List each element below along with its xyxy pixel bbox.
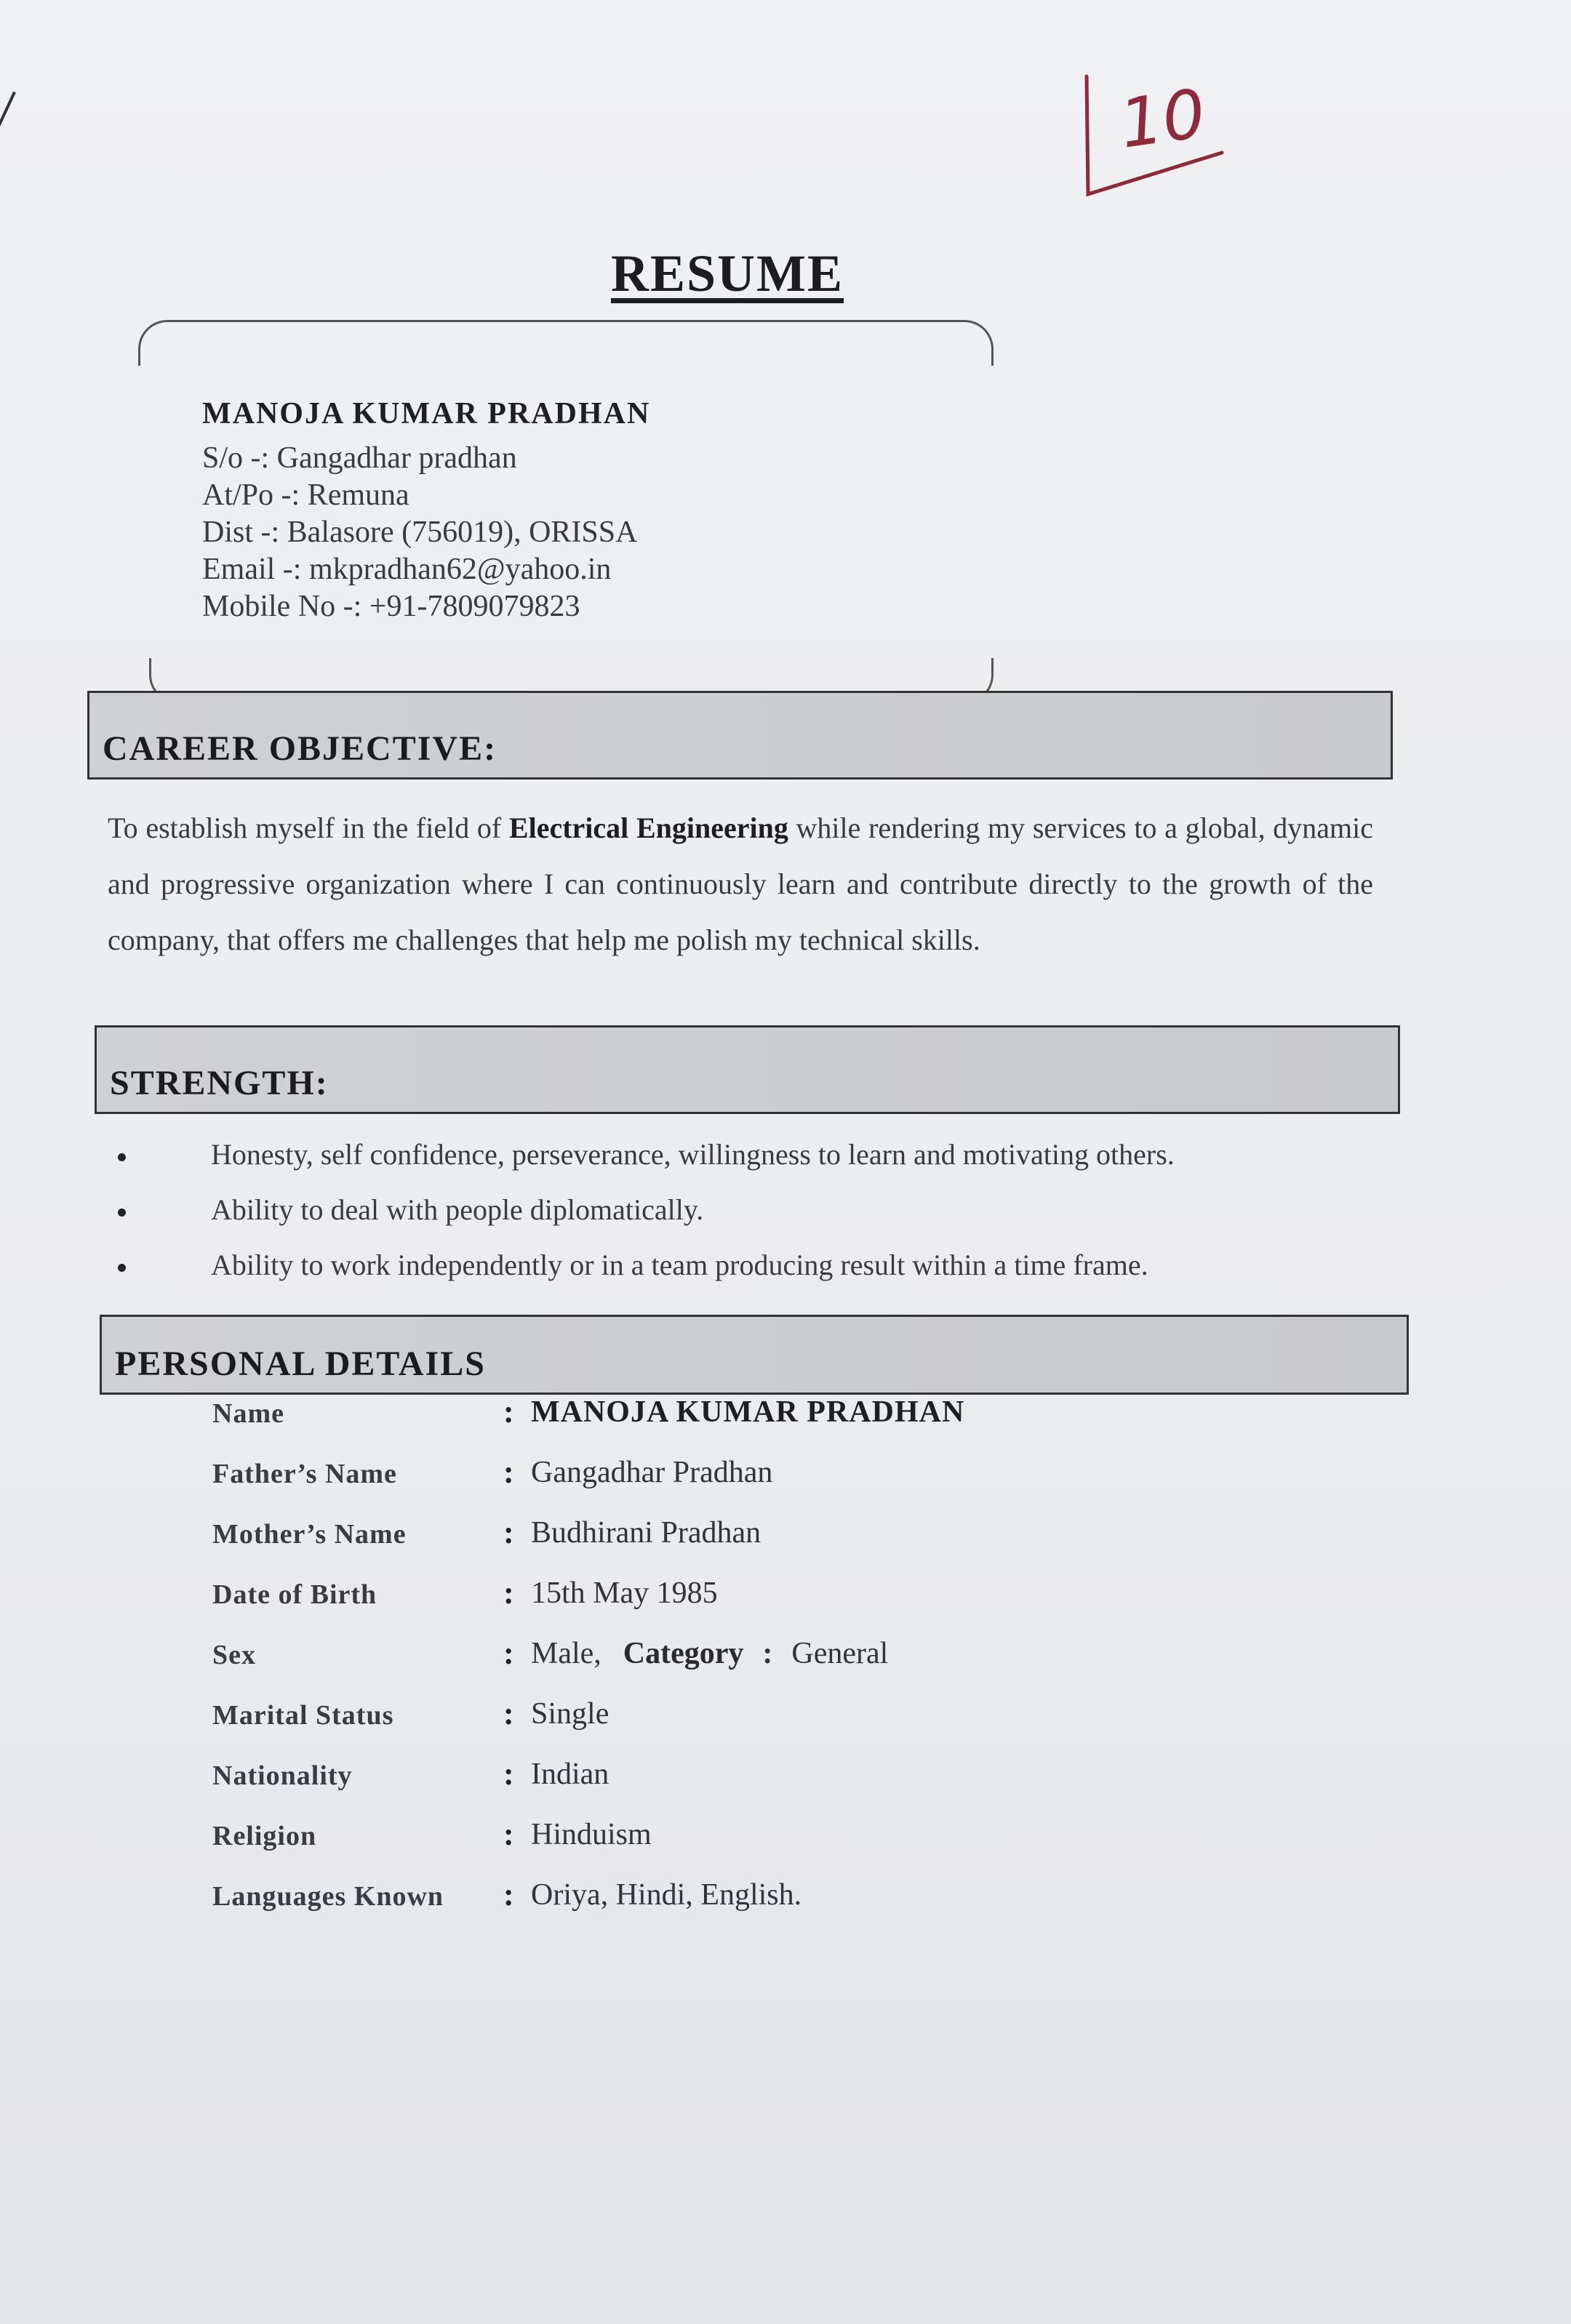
detail-key: Father’s Name: [212, 1459, 397, 1489]
detail-value: 15th May 1985: [531, 1576, 718, 1610]
strength-item: Ability to deal with people diplomatically.: [109, 1182, 1346, 1238]
career-objective-header: [87, 691, 1393, 780]
detail-colon: :: [762, 1637, 773, 1670]
personal-details-label: PERSONAL DETAILS: [115, 1345, 486, 1383]
career-objective-label: CAREER OBJECTIVE:: [103, 729, 497, 768]
objective-text-end: while rendering my services to a global, dynamic and progressive organization where I can continuously learn and contribute directly to the growth of the company, that offers me challenges that help me polish my technical skills.: [108, 812, 1374, 956]
detail-colon: :: [503, 1454, 514, 1490]
category-key: Category: [623, 1637, 744, 1670]
detail-colon: :: [503, 1635, 514, 1671]
detail-key: Name: [212, 1398, 284, 1429]
detail-colon: :: [503, 1877, 514, 1912]
pen-mark: [0, 92, 36, 142]
personal-details-header: [100, 1315, 1409, 1395]
strength-item: Ability to work independently or in a team producing result within a time frame.: [109, 1238, 1346, 1293]
sex-value: Male,: [531, 1637, 601, 1670]
detail-colon: :: [503, 1756, 514, 1792]
category-value: General: [791, 1637, 889, 1670]
detail-value: [531, 1636, 888, 1671]
career-objective-text: [108, 800, 1373, 968]
contact-block: [202, 396, 650, 625]
strength-item: Honesty, self confidence, perseverance, willingness to learn and motivating others.: [109, 1127, 1346, 1182]
detail-value: Oriya, Hindi, English.: [531, 1878, 802, 1912]
detail-key: Languages Known: [212, 1881, 444, 1912]
detail-value: MANOJA KUMAR PRADHAN: [531, 1395, 965, 1429]
annotation-number: 10: [1115, 74, 1210, 164]
strength-list: [109, 1127, 1346, 1293]
detail-colon: :: [503, 1696, 514, 1731]
detail-key: Nationality: [212, 1760, 353, 1791]
detail-value: Hinduism: [531, 1818, 652, 1851]
page-title: RESUME: [610, 244, 844, 302]
detail-key: Date of Birth: [212, 1579, 377, 1610]
strength-header: [95, 1025, 1400, 1114]
contact-at-po: At/Po -: Remuna: [202, 478, 409, 512]
detail-key: Marital Status: [212, 1700, 394, 1731]
detail-value: Gangadhar Pradhan: [531, 1456, 773, 1489]
detail-colon: :: [503, 1575, 514, 1611]
contact-email: Email -: mkpradhan62@yahoo.in: [202, 553, 612, 586]
strength-label: STRENGTH:: [110, 1064, 329, 1102]
objective-field-highlight: Electrical Engineering: [508, 812, 788, 844]
detail-value: Single: [531, 1697, 609, 1731]
detail-value: Budhirani Pradhan: [531, 1516, 761, 1550]
detail-value: Indian: [531, 1758, 609, 1791]
contact-bracket-top: [138, 320, 994, 366]
contact-district: Dist -: Balasore (756019), ORISSA: [202, 516, 638, 549]
detail-colon: :: [503, 1816, 514, 1852]
detail-key: Sex: [212, 1640, 256, 1670]
detail-key: Mother’s Name: [212, 1519, 407, 1550]
objective-text-start: To establish myself in the field of: [108, 812, 509, 844]
contact-son-of: S/o -: Gangadhar pradhan: [202, 441, 517, 475]
applicant-name: MANOJA KUMAR PRADHAN: [202, 397, 651, 430]
contact-mobile: Mobile No -: +91-7809079823: [202, 590, 580, 623]
detail-colon: :: [503, 1394, 514, 1430]
detail-colon: :: [503, 1515, 514, 1550]
detail-key: Religion: [212, 1821, 317, 1851]
